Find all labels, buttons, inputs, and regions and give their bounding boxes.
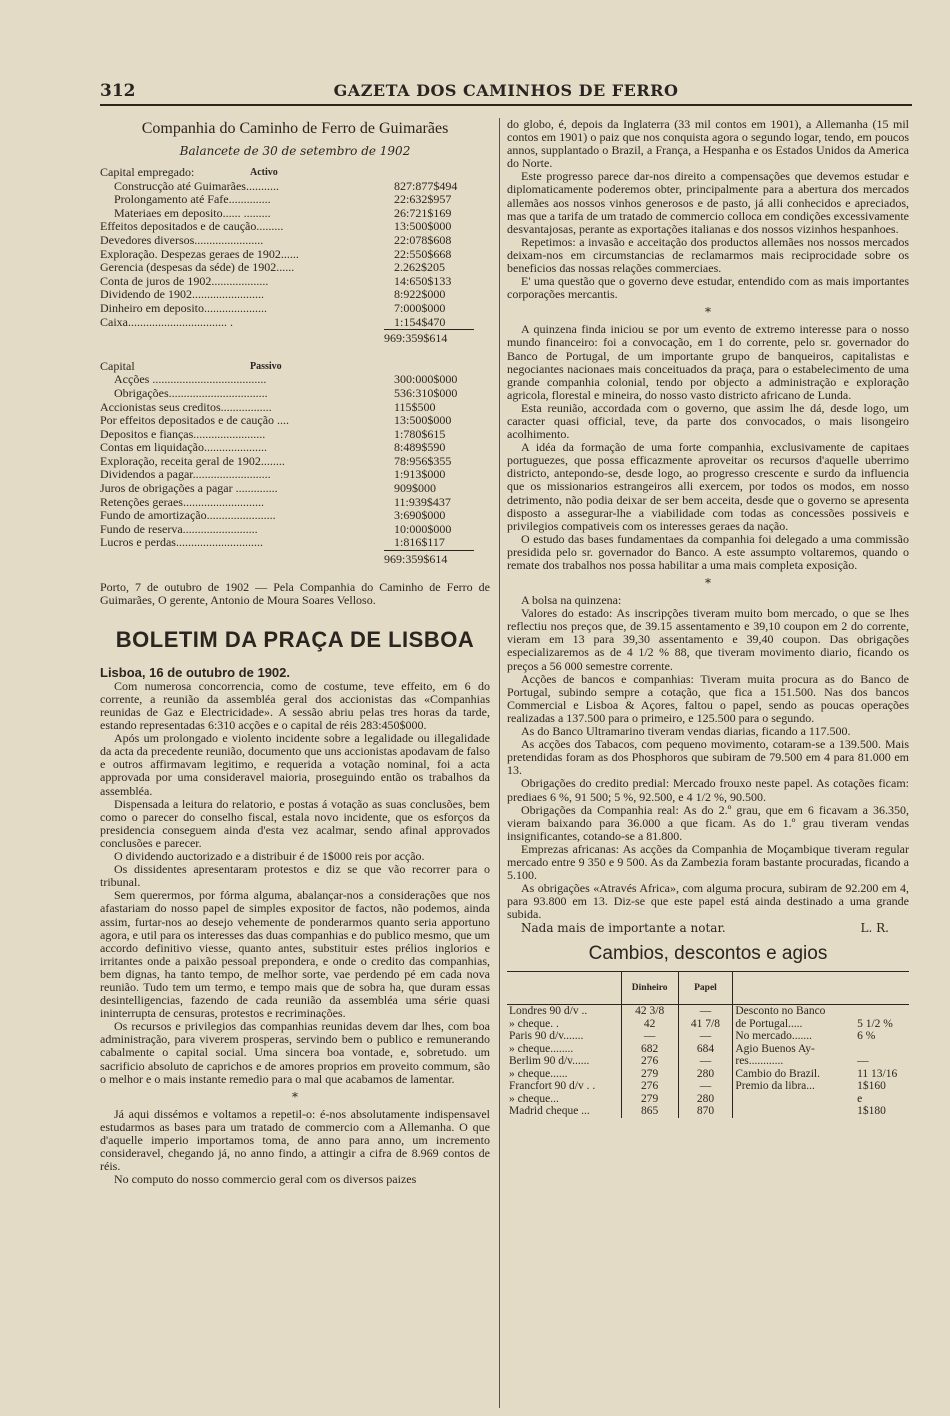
paragraph: Após um prolongado e violento incidente sobre a legalidade ou illegalidade da acta da precedente reunião, documento que uns accionistas apodavam de falso e outros affirmavam legitimo, e requerida a votação nominal, foi a acta approvada por uma consideravel maioria, proseguindo então os trabalhos da assembléa. — [100, 731, 490, 798]
section-star: * — [292, 1089, 298, 1104]
balance-label: Materiaes em deposito...... ......... — [114, 206, 271, 220]
table-row — [507, 1030, 909, 1043]
balance-sheet — [100, 166, 490, 567]
balance-label: Fundo de amortização....................... — [100, 509, 276, 523]
paragraph: Dispensada a leitura do relatorio, e postas á votação as suas conclusões, bem como o parecer do conselho fiscal, estala novo incidente, que os esforços da presidencia conseguem ainda d'esta vez acalmar, sendo afinal approvados conclusões e parecer. — [100, 796, 490, 850]
company-signature: Porto, 7 de outubro de 1902 — Pela Companhia do Caminho de Ferro de Guimarães, O gerente, Antonio de Moura Soares Velloso. — [100, 579, 490, 607]
paragraph: Obrigações da Companhia real: As do 2.º grau, que em 6 ficavam a 36.350, vieram baixando para 36.000 a que ficam. As do 1.º grau tiveram vendas insignificantes, cotando-se a 81.800. — [507, 802, 909, 843]
balance-value: 1:816$117 — [394, 536, 445, 550]
balance-label: Conta de juros de 1902................... — [100, 274, 269, 288]
table-row — [507, 1080, 909, 1093]
balance-label: Construcção até Guimarães........... — [114, 179, 279, 193]
cell-r1: Cambio do Brazil. — [733, 1068, 855, 1081]
cambios-body — [507, 1005, 909, 1118]
header-rule — [100, 104, 912, 106]
paragraph: As obrigações «Através Africa», com alguma procura, subiram de 92.200 em 4, para 93.800 em 13. Diz-se que este papel está ainda destinado a uma grande subida. — [507, 881, 909, 922]
paragraph: Este progresso parece dar-nos direito a compensações que devemos estudar e diplomaticamente poderemos obter, principalmente para a abertura dos mercados allemães aos nossos vinhos generosos e de pasto, já alli conhecidos e apreciados, mas que a tarifa de um tratado de commercio colloca em condições excessivamente desvantajosas, perante as exportações italianas e dos nossos vizinhos hespanhoes. — [507, 169, 909, 236]
balance-row — [100, 180, 490, 194]
balance-label: Lucros e perdas............................. — [100, 536, 263, 550]
balance-label: Exploração. Despezas geraes de 1902...... — [100, 247, 299, 261]
cell-r1: Agio Buenos Ay- — [733, 1043, 855, 1056]
balance-value: 3:690$000 — [394, 509, 446, 523]
paragraph: Obrigações do credito predial: Mercado frouxo neste papel. As cotações ficam: prediaes 6 %, 91 500; 5 %, 92.500, e 4 1/2 %, 90.500. — [507, 776, 909, 804]
balance-label: Caixa................................. . — [100, 315, 233, 329]
table-row — [507, 1068, 909, 1081]
cell-r2: 11 13/16 — [857, 1067, 898, 1080]
cell-p: 280 — [678, 1093, 733, 1106]
paragraph: Repetimos: a invasão e acceitação dos productos allemães nos nossos mercados deixam-nos em circumstancias de reclamarmos mais reciprocidade sobre os beneficios das nossas relações commerciaes. — [507, 234, 909, 276]
running-header — [100, 79, 912, 105]
balance-value: 14:650$133 — [394, 274, 452, 288]
balance-label: Fundo de reserva......................... — [100, 522, 258, 536]
passivo-total: 969:359$614 — [384, 550, 474, 567]
initials: L. R. — [860, 921, 889, 936]
balance-label: Dinheiro em deposito..................... — [100, 301, 267, 315]
cell-d: 279 — [621, 1068, 678, 1081]
cell-r2 — [855, 1043, 909, 1056]
cell-r1: No mercado....... — [733, 1030, 855, 1043]
cell-d: 276 — [621, 1055, 678, 1068]
left-column — [100, 118, 490, 1186]
balance-value: 1:913$000 — [394, 468, 446, 482]
section-star-3: * — [705, 576, 711, 591]
cell-p: — — [678, 1080, 733, 1093]
paragraph: Sem querermos, por fórma alguma, abalançar-nos a considerações que nos afastariam do nosso papel de simples expositor de factos, não podemos, ainda assim, furtar-nos ao desejo vehemente de ponderarmos quanto seria apportuno agora, e util para os interesses das duas companhias e do publico mesmo, que um accordo definitivo viesse, quanto antes, substituir estes prélios inglorios e irritantes onde a paixão pessoal prepondera, e onde o credito das companhias, bem dignas, ha tanto tempo, de melhor sorte, vae perdendo pé em cada nova reunião. Tudo tem um termo, e tempo mais que de sobra ha, que duram essas desintelligencias, fazendo de cada reunião da assembléa uma série quasi ininterrupta de censuras, protestos e recriminações. — [100, 888, 490, 1021]
right-paragraphs-2 — [507, 323, 909, 572]
balance-row — [100, 509, 490, 523]
company-subtitle: Balancete de 30 de setembro de 1902 — [179, 144, 411, 158]
cell-d: 865 — [621, 1105, 678, 1118]
paragraph: Os recursos e privilegios das companhias reunidas devem dar lhes, com boa administração, para viverem prosperas, servindo bem o publico e remunerando cabalmente o capital social. Uma sincera boa vontade, e, sobretudo. um sacrificio absoluto de caprichos e de amores proprios em proveito commum, são o melhor e o mais instante remedio para o mal que acabamos de lamentar. — [100, 1019, 490, 1086]
balance-row — [100, 401, 490, 415]
table-row — [507, 1055, 909, 1068]
right-paragraphs-1 — [507, 118, 909, 301]
cell-place: Francfort 90 d/v . . — [509, 1080, 596, 1093]
balance-value: 300:000$000 — [394, 373, 458, 387]
paragraph: Emprezas africanas: As acções da Companhia de Moçambique tiveram regular mercado entre 9 350 e 9 500. As da Zambezia foram bastante procuradas, ficando a 5.100. — [507, 841, 909, 883]
balance-label: Accionistas seus creditos................. — [100, 400, 272, 414]
balance-row — [100, 193, 490, 207]
paragraph: A bolsa na quinzena: — [521, 593, 622, 608]
balance-row — [100, 414, 490, 428]
balance-value: 13:500$000 — [394, 220, 452, 234]
balance-label: Prolongamento até Fafe.............. — [114, 193, 271, 207]
activo-total: 969:359$614 — [384, 329, 474, 346]
cell-p: — — [678, 1005, 733, 1018]
balance-value: 10:000$000 — [394, 522, 452, 536]
cambios-title: Cambios, descontos e agios — [588, 943, 828, 965]
cell-r1: res............ — [733, 1055, 855, 1068]
balance-value: 827:877$494 — [394, 179, 458, 193]
table-row — [507, 1043, 909, 1056]
balance-value: 13:500$000 — [394, 414, 452, 428]
cell-place: Madrid cheque ... — [509, 1105, 590, 1118]
cell-r1: Desconto no Banco — [733, 1005, 855, 1018]
activo-header — [100, 166, 490, 180]
balance-row — [100, 523, 490, 537]
section-star-2: * — [705, 305, 711, 320]
cell-r1: de Portugal..... — [733, 1018, 855, 1031]
column-divider — [499, 118, 500, 1408]
cell-d: 42 — [621, 1018, 678, 1031]
balance-value: 78:956$355 — [394, 454, 452, 468]
balance-value: 909$000 — [394, 482, 436, 496]
company-title: Companhia do Caminho de Ferro de Guimarães — [141, 120, 449, 137]
balance-row — [100, 455, 490, 469]
activo-rows — [100, 180, 490, 330]
passivo-rows — [100, 373, 490, 550]
cambios-table — [507, 971, 909, 1118]
paragraph: Esta reunião, accordada com o governo, que assim lhe dá, desde logo, um caracter quasi official, teve, da parte dos convocados, o mais lisongeiro acolhimento. — [507, 400, 909, 442]
paragraph: E' uma questão que o governo deve estudar, entendido com as mais importantes corporações mercantis. — [507, 274, 909, 302]
balance-row — [100, 288, 490, 302]
page-number: 312 — [100, 81, 136, 101]
cell-r2: 6 % — [857, 1030, 876, 1043]
cell-d: — — [621, 1030, 678, 1043]
cell-place: Paris 90 d/v....... — [509, 1030, 584, 1043]
cell-p: 41 7/8 — [678, 1018, 733, 1031]
balance-row — [100, 234, 490, 248]
balance-label: Depositos e fianças........................ — [100, 427, 266, 441]
cell-p: 684 — [678, 1043, 733, 1056]
paragraph: A idéa da formação de uma forte companhia, exclusivamente de capitaes portuguezes, que possa efficazmente aproveitar os recursos d'aquelle uberrimo districto, antepondo-se, desde logo, ao progresso crescente e surdo da influencia que os missionarios estrangeiros alli exercem, por todos os modos, em nosso detrimento, não podia deixar de ser bem acceita, desde que o governo se apresenta disposto a assegurar-lhe a viabilidade com todas as concessões possiveis e privilegios compativeis com os interesses geraes da nação. — [507, 440, 909, 533]
balance-label: Gerencia (despesas da séde) de 1902...... — [100, 261, 295, 275]
cell-p: — — [678, 1030, 733, 1043]
cell-r2: 5 1/2 % — [857, 1017, 893, 1030]
paragraph: As acções dos Tabacos, com pequeno movimento, cotaram-se a 139.500. Mais pretendidas foram as dos Phosphoros que subiram de 79.500 em 4 para 81.000 em 13. — [507, 737, 909, 778]
paragraph: As do Banco Ultramarino tiveram vendas diarias, ficando a 117.500. — [521, 724, 851, 739]
paragraph: Valores do estado: As inscripções tiveram muito bom mercado, o que se lhes reflectiu nos preços que, de 39.15 assentamento e 39,10 coupon em 2 do corrente, vieram em 13 para 39,30 assentamento e 39,40 coupon. Das obrigações especializaremos as de 4 1/2 % 88, que tiveram movimento diario, ficando os preços a 56 000 semestre corrente. — [507, 606, 909, 673]
cell-d: 42 3/8 — [621, 1005, 678, 1018]
passivo-header — [100, 360, 490, 374]
cell-r2 — [855, 1005, 909, 1018]
balance-label: Retenções geraes........................... — [100, 495, 264, 509]
col-desc-val — [855, 972, 909, 1005]
balance-value: 1:780$615 — [394, 427, 446, 441]
cell-p: 870 — [678, 1105, 733, 1118]
balance-value: 22:078$608 — [394, 233, 452, 247]
cell-d: 682 — [621, 1043, 678, 1056]
passivo-heading: Passivo — [250, 360, 282, 372]
balance-row — [100, 428, 490, 442]
balance-row — [100, 482, 490, 496]
balance-label: Acções ...................................... — [114, 373, 267, 387]
cell-r2: e — [857, 1092, 863, 1105]
cell-place: » cheque... — [509, 1092, 559, 1105]
balance-row — [100, 248, 490, 262]
balance-label: Devedores diversos....................... — [100, 233, 264, 247]
balance-row — [100, 387, 490, 401]
balance-row — [100, 468, 490, 482]
balance-value: 536:310$000 — [394, 386, 458, 400]
capital-passivo-label: Capital — [100, 358, 135, 373]
cell-r2: 1$160 — [857, 1080, 886, 1093]
col-papel: Papel — [678, 972, 733, 1005]
cell-d: 276 — [621, 1080, 678, 1093]
balance-row — [100, 220, 490, 234]
table-row — [507, 1005, 909, 1018]
closing-text: Nada mais de importante a notar. — [521, 921, 726, 936]
balance-value: 115$500 — [394, 400, 436, 414]
cell-place: Berlim 90 d/v...... — [509, 1055, 590, 1068]
cell-place: » cheque...... — [509, 1067, 568, 1080]
balance-value: 22:550$668 — [394, 247, 452, 261]
balance-label: Contas em liquidação..................... — [100, 441, 267, 455]
cell-r1 — [733, 1105, 855, 1118]
paragraph: No computo do nosso commercio geral com os diversos paizes — [114, 1172, 417, 1187]
cell-place: » cheque........ — [509, 1042, 574, 1055]
balance-value: 8:922$000 — [394, 288, 446, 302]
table-row — [507, 1018, 909, 1031]
col-desc — [733, 972, 855, 1005]
balance-row — [100, 316, 490, 330]
capital-label: Capital empregado: — [100, 165, 195, 179]
paragraph: Acções de bancos e companhias: Tiveram muita procura as do Banco de Portugal, subindo sempre a cotação, que fica a 151.500. Nas dos bancos Commercial e Lisboa & Açores, faltou o papel, sendo as poucas operações realizadas a 137.500 para o primeiro, e 125.500 para o segundo. — [507, 671, 909, 725]
balance-value: 1:154$470 — [394, 315, 446, 329]
paragraph: do globo, é, depois da Inglaterra (33 mil contos em 1901), a Allemanha (15 mil contos em 1901) o paiz que nos conquista agora o segundo logar, tendo, em poucos annos, supplantado o Brazil, a França, a Hespanha e os Estados Unidos da America do Norte. — [507, 117, 909, 171]
balance-row — [100, 441, 490, 455]
balance-value: 26:721$169 — [394, 206, 452, 220]
cell-p: — — [678, 1055, 733, 1068]
cell-place: » cheque. . — [509, 1017, 559, 1030]
paragraph: Já aqui dissémos e voltamos a repetil-o: é-nos absolutamente indispensavel estudarmos as bases para um tratado de commercio com a Allemanha. O que d'aquelle imperio importamos toma, de anno para anno, um incremento consideravel, chegando já, no anno findo, a attingir a cifra de 8.969 contos de réis. — [100, 1106, 490, 1174]
boletim-dateline: Lisboa, 16 de outubro de 1902. — [100, 664, 290, 680]
balance-row — [100, 275, 490, 289]
balance-value: 22:632$957 — [394, 193, 452, 207]
paragraph: Os dissidentes apresentaram protestos e diz se que vão recorrer para o tribunal. — [100, 862, 490, 890]
col-place — [507, 972, 621, 1005]
cell-d: 279 — [621, 1093, 678, 1106]
balance-row — [100, 496, 490, 510]
balance-label: Por effeitos depositados e de caução .... — [100, 414, 290, 428]
right-paragraphs-3 — [507, 594, 909, 921]
table-row — [507, 1105, 909, 1118]
balance-label: Dividendos a pagar.......................... — [100, 468, 271, 482]
balance-row — [100, 536, 490, 550]
boletim-paragraphs-2 — [100, 1108, 490, 1187]
paragraph: A quinzena finda iniciou se por um evento de extremo interesse para o nosso mundo financeiro: foi a convocação, em 1 do corrente, pelo sr. governador do Banco de Portugal, de um importante grupo de banqueiros, capitalistas e negociantes nacionaes mais conceituados da praça, para o estabelecimento de uma grande companhia colonial, tendo por objecto a administração e exploração agricola, florestal e mineira, do nosso vasto districto africano de Lunda. — [507, 322, 909, 402]
balance-row — [100, 261, 490, 275]
cell-r1: Premio da libra... — [733, 1080, 855, 1093]
cell-r1 — [733, 1093, 855, 1106]
balance-row — [100, 302, 490, 316]
cell-r2: — — [857, 1055, 869, 1068]
col-dinheiro: Dinheiro — [621, 972, 678, 1005]
balance-label: Effeitos depositados e de caução......... — [100, 220, 284, 234]
paragraph: Com numerosa concorrencia, como de costume, teve effeito, em 6 do corrente, a reunião da assembléa geral dos accionistas das «Companhias reunidas de Gaz e Electricidade». A sessão abriu pelas tres horas da tarde, estando representadas 6:310 acções e o capital de réis 283:450$000. — [100, 678, 490, 733]
paragraph: O estudo das bases fundamentaes da companhia foi delegado a uma commissão presidida pelo sr. governador do Banco. A este assumpto voltaremos, quando o remate dos trabalhos nos possa habilitar a uma mais completa exposição. — [507, 531, 909, 572]
balance-value: 8:489$590 — [394, 441, 446, 455]
boletim-title: BOLETIM DA PRAÇA DE LISBOA — [115, 626, 475, 652]
cell-place: Londres 90 d/v .. — [509, 1005, 588, 1018]
balance-label: Exploração, receita geral de 1902........ — [100, 454, 285, 468]
balance-label: Dividendo de 1902........................ — [100, 288, 264, 302]
activo-heading: Activo — [250, 167, 278, 178]
balance-value: 7:000$000 — [394, 301, 446, 315]
balance-label: Obrigações................................. — [114, 386, 268, 400]
cell-r2: 1$180 — [857, 1105, 886, 1118]
balance-row — [100, 207, 490, 221]
journal-title: GAZETA DOS CAMINHOS DE FERRO — [333, 81, 679, 100]
balance-label: Juros de obrigações a pagar .............. — [100, 482, 278, 496]
boletim-paragraphs — [100, 680, 490, 1086]
paragraph: O dividendo auctorizado e a distribuir é de 1$000 reis por acção. — [114, 849, 425, 864]
right-column — [507, 118, 909, 1118]
table-row — [507, 1093, 909, 1106]
cell-p: 280 — [678, 1068, 733, 1081]
balance-value: 2.262$205 — [394, 261, 445, 275]
closing-line — [507, 921, 909, 935]
balance-row — [100, 373, 490, 387]
balance-value: 11:939$437 — [394, 495, 451, 509]
